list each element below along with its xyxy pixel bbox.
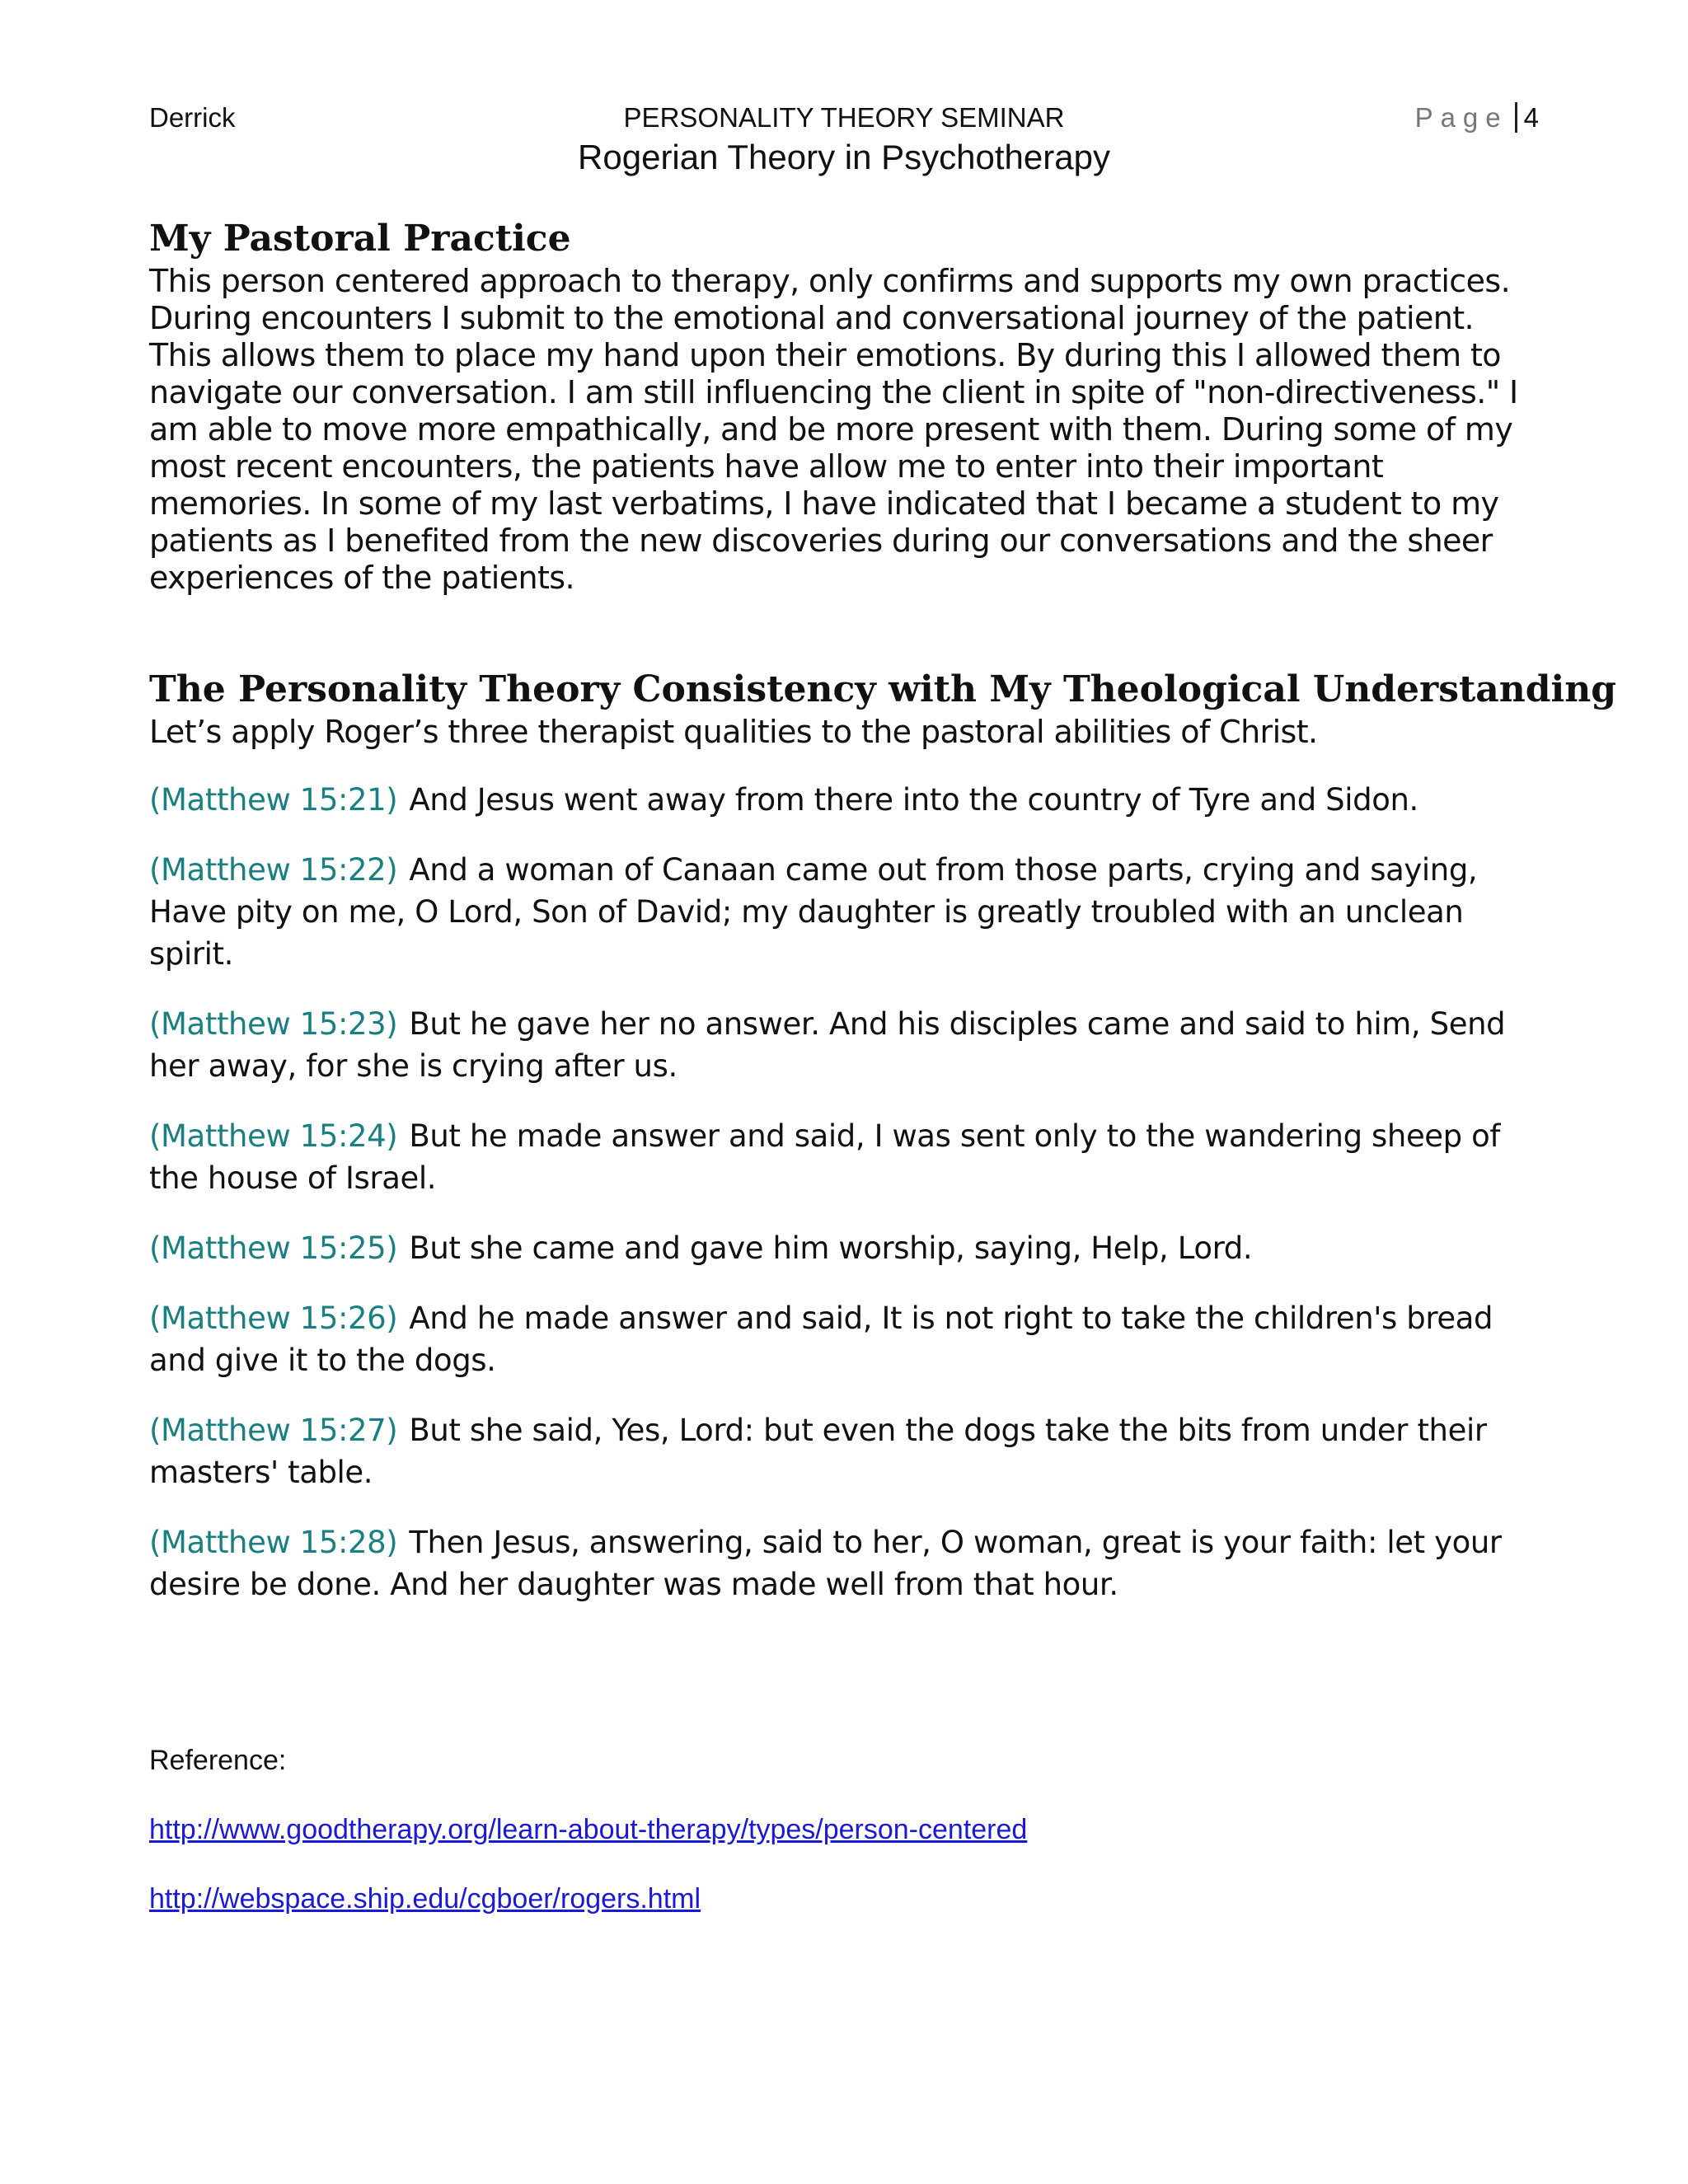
verse-text: But she came and gave him worship, saying, Help, Lord. <box>409 1230 1253 1266</box>
verse-text: Then Jesus, answering, said to her, O woman, great is your faith: let your desire be done. And her daughter was made well from that hour. <box>149 1525 1502 1602</box>
verse-item <box>149 1521 1542 1605</box>
verse-text: And a woman of Canaan came out from those parts, crying and saying, Have pity on me, O Lord, Son of David; my daughter is greatly troubled with an unclean spirit. <box>149 852 1478 972</box>
verse-text: But he gave her no answer. And his disciples came and said to him, Send her away, for she is crying after us. <box>149 1006 1506 1084</box>
section-theological-understanding <box>149 668 1617 1633</box>
page-word: Page <box>1414 102 1508 133</box>
verse-item <box>149 1003 1542 1087</box>
verse-text: But she said, Yes, Lord: but even the dogs take the bits from under their masters' table. <box>149 1413 1487 1490</box>
verse-item <box>149 779 1542 821</box>
section-heading: The Personality Theory Consistency with My Theological Understanding <box>149 668 1617 710</box>
reference-label: Reference: <box>149 1745 287 1776</box>
verse-item <box>149 849 1542 975</box>
verse-list <box>149 779 1542 1605</box>
reference-link-ship-edu[interactable]: http://webspace.ship.edu/cgboer/rogers.html <box>149 1883 701 1915</box>
verse-text: And Jesus went away from there into the country of Tyre and Sidon. <box>409 782 1418 818</box>
verse-reference: (Matthew 15:22) <box>149 852 398 888</box>
verse-text: And he made answer and said, It is not right to take the children's bread and give it to the dogs. <box>149 1301 1493 1378</box>
header-subtitle: Rogerian Theory in Psychotherapy <box>578 138 1110 176</box>
body-paragraph: This person centered approach to therapy, only confirms and supports my own practices. During encounters I submit to the emotional and conversational journey of the patient. This allows them to place my hand upon their emotions. By during this I allowed them to navigate our conversation. I am still influencing the client in spite of "non-directiveness." I am able to move more empathically, and be more present with them. During some of my most recent encounters, the patients have allow me to enter into their important memories. In some of my last verbatims, I have indicated that I became a student to my patients as I benefited from the new discoveries during our conversations and the sheer experiences of the patients. <box>149 263 1518 596</box>
header-page-number <box>1415 102 1539 134</box>
verse-item <box>149 1115 1542 1199</box>
verse-reference: (Matthew 15:28) <box>149 1525 398 1560</box>
header-author: Derrick <box>149 102 236 133</box>
verse-reference: (Matthew 15:25) <box>149 1230 398 1266</box>
page-number: 4 <box>1515 102 1539 133</box>
references-section <box>149 1745 1542 1915</box>
verse-reference: (Matthew 15:23) <box>149 1006 398 1042</box>
verse-item <box>149 1409 1542 1493</box>
verse-item <box>149 1227 1542 1269</box>
section-heading: My Pastoral Practice <box>149 218 571 260</box>
reference-link-goodtherapy[interactable]: http://www.goodtherapy.org/learn-about-therapy/types/person-centered <box>149 1814 1028 1845</box>
intro-paragraph: Let’s apply Roger’s three therapist qualities to the pastoral abilities of Christ. <box>149 714 1318 750</box>
section-pastoral-practice <box>149 218 1542 597</box>
header-course-title: PERSONALITY THEORY SEMINAR <box>623 102 1065 133</box>
verse-reference: (Matthew 15:21) <box>149 782 398 818</box>
verse-reference: (Matthew 15:26) <box>149 1301 398 1336</box>
verse-text: But he made answer and said, I was sent only to the wandering sheep of the house of Israel. <box>149 1118 1500 1196</box>
verse-reference: (Matthew 15:27) <box>149 1413 398 1448</box>
verse-item <box>149 1297 1542 1381</box>
verse-reference: (Matthew 15:24) <box>149 1118 398 1154</box>
